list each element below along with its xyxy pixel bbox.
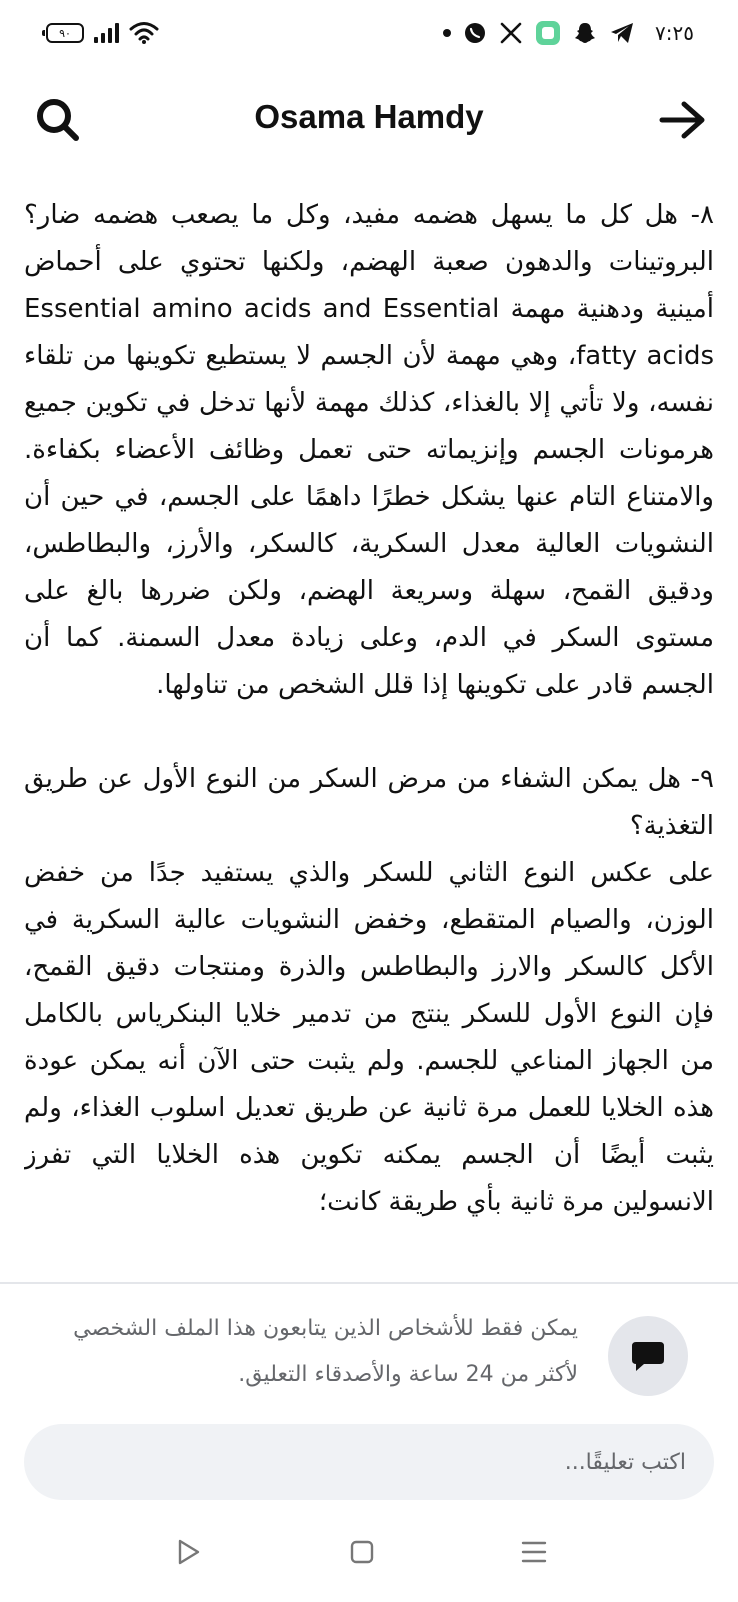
top-bar <box>0 76 738 164</box>
green-app-icon <box>535 20 561 46</box>
post-paragraph: ٩- هل يمكن الشفاء من مرض السكر من النوع الأول عن طريق التغذية؟ <box>24 764 714 841</box>
signal-icon <box>94 23 119 43</box>
system-nav-bar <box>0 1520 738 1590</box>
x-icon <box>499 21 523 45</box>
nav-recents-button[interactable] <box>514 1532 554 1572</box>
status-right-group <box>443 18 694 48</box>
nav-home-button[interactable] <box>342 1532 382 1572</box>
clock-time: ٧:٢٥ <box>655 21 694 45</box>
whatsapp-icon <box>463 21 487 45</box>
comment-restriction-text: يمكن فقط للأشخاص الذين يتابعون هذا الملف الشخصي لأكثر من 24 ساعة والأصدقاء التعليق. <box>73 1316 578 1387</box>
chat-bubble-badge <box>608 1316 688 1396</box>
comment-input[interactable] <box>24 1424 714 1500</box>
home-square-icon <box>347 1537 377 1567</box>
post-paragraph: على عكس النوع الثاني للسكر والذي يستفيد جدًا من خفض الوزن، والصيام المتقطع، وخفض النشويات عالية السكرية في الأكل كالسكر والارز والبطاطس والذرة ومنتجات دقيق القمح، فإن النوع الأول للسكر ينتج من تدمير خلايا البنكرياس بالكامل من الجهاز المناعي للجسم. ولم يثبت حتى الآن أنه يمكن عودة هذه الخلايا للعمل مرة ثانية عن طريق تعديل اسلوب الغذاء، ولم يثبت أيضًا أن الجسم يمكنه تكوين هذه الخلايا التي تفرز الانسولين مرة ثانية بأي طريقة كانت؛ <box>24 858 714 1217</box>
comment-restriction-row <box>40 1306 708 1406</box>
post-paragraph: ٨- هل كل ما يسهل هضمه مفيد، وكل ما يصعب هضمه ضار؟ البروتينات والدهون صعبة الهضم، ولكنها تحتوي على أحماض أمينية ودهنية مهمة Essential amino acids and Essential fatty acids، وهي مهمة لأن الجسم لا يستطيع تكوينها من تلقاء نفسه، ولا تأتي إلا بالغذاء، كذلك مهمة لأنها تدخل في تكوين جميع هرمونات الجسم وإنزيماته حتى تعمل وظائف الأعضاء بكفاءة. والامتناع التام عنها يشكل خطرًا داهمًا على الجسم، في حين أن النشويات العالية معدل السكرية، كالسكر، والأرز، والبطاطس، ودقيق القمح، سهلة وسريعة الهضم، ولكن ضررها بالغ على مستوى السكر في الدم، وعلى زيادة معدل السمنة. كما أن الجسم قادر على تكوينها إذا قلل الشخص من تناولها. <box>24 200 714 700</box>
status-bar <box>0 0 738 66</box>
nav-back-button[interactable] <box>168 1532 208 1572</box>
post-body <box>24 192 714 1280</box>
back-triangle-icon <box>173 1537 203 1567</box>
battery-icon <box>46 23 84 43</box>
chat-bubble-icon <box>628 1336 668 1376</box>
snapchat-icon <box>573 21 597 45</box>
wifi-icon <box>129 21 159 45</box>
back-button[interactable] <box>656 96 708 144</box>
status-left-group <box>46 18 159 48</box>
recents-menu-icon <box>519 1537 549 1567</box>
arrow-right-icon <box>656 96 708 144</box>
notification-dot-icon <box>443 29 451 37</box>
telegram-icon <box>609 21 635 45</box>
page-title: Osama Hamdy <box>254 98 484 135</box>
battery-level: ٩٠ <box>59 26 71 40</box>
